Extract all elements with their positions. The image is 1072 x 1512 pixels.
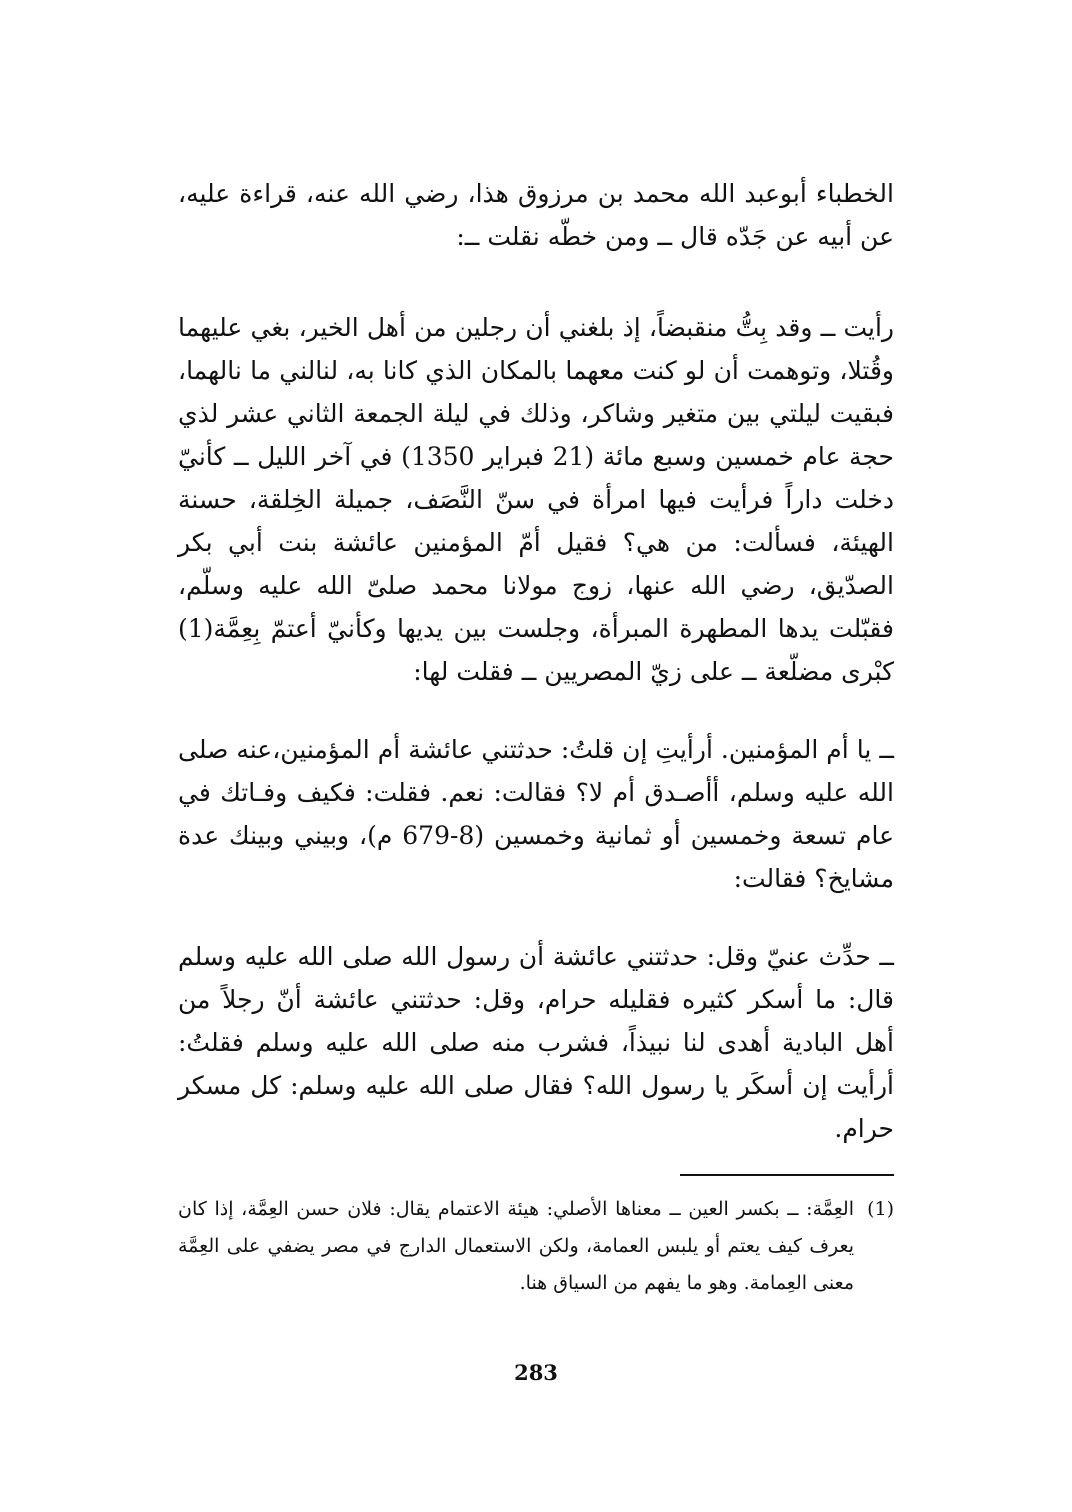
footnote-text: العِمَّة: ــ بكسر العين ــ معناها الأصلي: هيئة الاعتمام يقال: فلان حسن العِمَّة، إذا كان يعرف كيف يعتم أو يلبس العمامة، ولكن الاستعمال الدارج في مصر يضفي على العِمَّة معنى العِمامة. وهو ما يفهم من السياق هنا. — [178, 1198, 854, 1294]
page-number: 283 — [514, 1360, 558, 1385]
paragraph-1: الخطباء أبوعبد الله محمد بن مرزوق هذا، رضي الله عنه، قراءة عليه، عن أبيه عن جَدّه قال ــ ومن خطّه نقلت ــ: — [178, 179, 894, 251]
paragraph-3: ــ يا أم المؤمنين. أرأيتِ إن قلتُ: حدثتني عائشة أم المؤمنين،عنه صلى الله عليه وسلم، أأصـدق أم لا؟ فقالت: نعم. فقلت: فكيف وفـاتك في عام تسعة وخمسين أو ثمانية وخمسين (8-679 م)، وبيني وبينك عدة مشايخ؟ فقالت: — [178, 735, 895, 893]
footnote-divider — [680, 1174, 894, 1176]
paragraph-2: رأيت ــ وقد بِتُّ منقبضاً، إذ بلغني أن رجلين من أهل الخير، بغي عليهما وقُتلا، وتوهمت أن لو كنت معهما بالمكان الذي كانا به، لنالني ما نالهما، فبقيت ليلتي بين متغير وشاكر، وذلك في ليلة الجمعة الثاني عشر لذي حجة عام خمسين وسبع مائة (21 فبراير 1350) في آخر الليل ــ كأنيّ دخلت داراً فرأيت فيها امرأة في سنّ النَّصَف، جميلة الخِلقة، حسنة الهيئة، فسألت: من هي؟ فقيل أمّ المؤمنين عائشة بنت أبي بكر الصدّيق، رضي الله عنها، زوج مولانا محمد صلىّ الله عليه وسلّم، فقبّلت يدها المطهرة المبرأة، وجلست بين يديها وكأنيّ أعتمّ بِعِمَّة(1) كبْرى مضلّعة ــ على زيّ المصريين ــ فقلت لها: — [178, 313, 894, 686]
footnote — [178, 1191, 894, 1302]
paragraph-4: ــ حدِّث عنيّ وقل: حدثتني عائشة أن رسول الله صلى الله عليه وسلم قال: ما أسكر كثيره فقليله حرام، وقل: حدثتني عائشة أنّ رجلاً من أهل البادية أهدى لنا نبيذاً، فشرب منه صلى الله عليه وسلم فقلتُ: أرأيت إن أسكَر يا رسول الله؟ فقال صلى الله عليه وسلم: كل مسكر حرام. — [178, 942, 894, 1143]
footnote-marker: (1) — [867, 1198, 894, 1220]
